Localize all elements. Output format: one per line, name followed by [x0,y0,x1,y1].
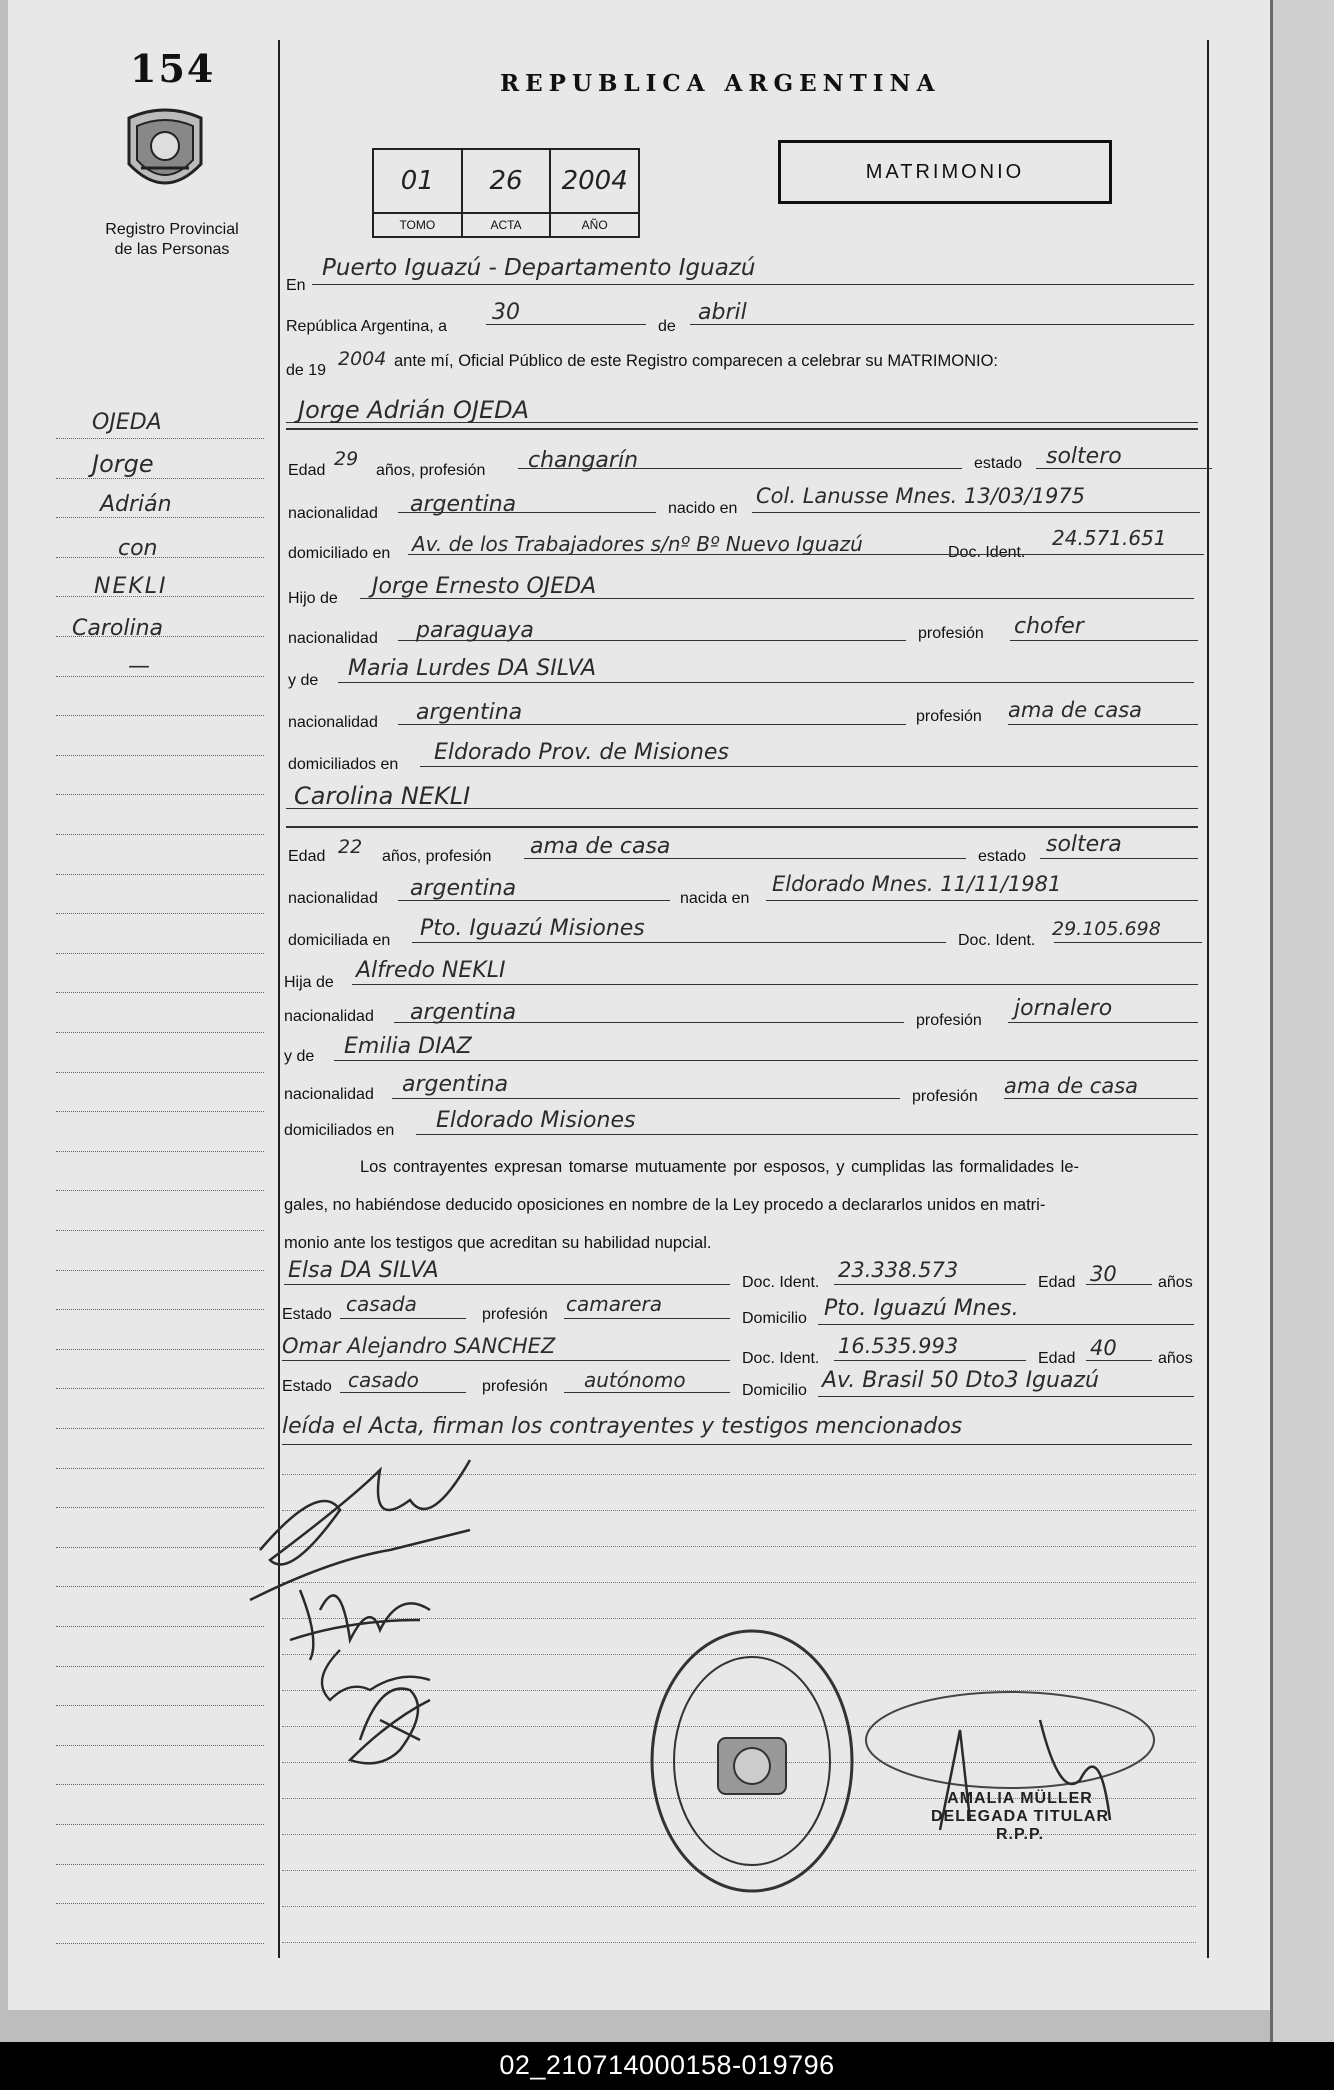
margin-ruled-line [56,794,264,795]
ante-text: ante mí, Oficial Público de este Registro comparecen a celebrar su MATRIMONIO: [394,352,999,370]
acta-box [463,150,552,236]
groom-padre-prof-label: profesión [918,625,984,642]
bride-padre: Alfredo NEKLI [356,958,506,983]
place-line [312,284,1194,285]
declaration-line-1: Los contrayentes expresan tomarse mutuamente por esposos, y cumplidas las formalidades le- [360,1158,1080,1176]
margin-ruled-line [56,715,264,716]
witness1-doc-line [834,1284,1026,1285]
margin-second-name: Adrián [100,492,172,517]
margin-con: con [118,536,158,561]
groom-doc-label: Doc. Ident. [948,544,1026,561]
witness1-name-line [284,1284,730,1285]
witness2-doc-label: Doc. Ident. [742,1350,820,1367]
right-rule [1207,40,1209,1958]
tomo-box [374,150,463,236]
officer-org: R.P.P. [995,1826,1045,1843]
witness1-estado-line [340,1318,466,1319]
witness2-edad: 40 [1090,1336,1117,1360]
bride-padre-nac: argentina [410,1000,517,1025]
witness2-domicilio: Av. Brasil 50 Dto3 Iguazú [822,1368,1099,1393]
margin-ruled-line [56,1230,264,1231]
bride-madre-line [334,1060,1198,1061]
margin-ruled-line [56,1072,264,1073]
tomo-value: 01 [400,166,434,196]
witness2-estado: casado [348,1368,419,1392]
witness2-doc-line [834,1360,1026,1361]
groom-dom-label: domiciliado en [288,545,391,562]
groom-separator [286,428,1198,430]
bride-madre-nac-line [392,1098,900,1099]
bride-nacionalidad: argentina [410,876,517,901]
witness1-anos-label: años [1158,1274,1193,1291]
witness1-edad: 30 [1090,1262,1117,1286]
groom-nacido: Col. Lanusse Mnes. 13/03/1975 [756,484,1086,508]
bride-padre-nac-label: nacionalidad [284,1008,374,1025]
registry-heading [82,220,262,260]
bride-nac-label: nacionalidad [288,890,378,907]
groom-profesion: changarín [528,448,639,473]
groom-padre: Jorge Ernesto OJEDA [372,574,597,599]
ruled-line [282,1942,1196,1943]
groom-madre: Maria Lurdes DA SILVA [348,656,596,681]
bride-padre-prof-line [1008,1022,1198,1023]
bride-dom-line [412,942,946,943]
witness1-profesion: camarera [566,1292,662,1316]
margin-ruled-line [56,438,264,439]
groom-domicilio: Av. de los Trabajadores s/nº Bº Nuevo Iguazú [412,532,863,556]
witness2-anos-label: años [1158,1350,1193,1367]
bride-madre-nac-label: nacionalidad [284,1086,374,1103]
margin-ruled-line [56,1309,264,1310]
groom-padres-dom: Eldorado Prov. de Misiones [434,740,729,765]
tomo-label: TOMO [374,212,461,236]
groom-estado-label: estado [974,455,1023,472]
margin-ruled-line [56,1824,264,1825]
groom-doms-label: domiciliados en [288,756,399,773]
margin-ruled-line [56,478,264,479]
bride-madre-prof-line [1004,1098,1198,1099]
margin-ruled-line [56,1428,264,1429]
bride-nacida-line [766,900,1198,901]
groom-nacido-line [752,512,1200,513]
bride-madre-nac: argentina [402,1072,509,1097]
groom-padre-nac: paraguaya [416,618,534,643]
margin-ruled-line [56,1270,264,1271]
officer-title: DELEGADA TITULAR [930,1808,1110,1825]
officer-block [900,1790,1140,1844]
declaration-line-2: gales, no habiéndose deducido oposiciones en nombre de la Ley procedo a declararlos unidos en matri- [284,1196,1046,1214]
witness1-estado-label: Estado [282,1306,332,1323]
place-value: Puerto Iguazú - Departamento Iguazú [322,255,756,281]
margin-ruled-line [56,953,264,954]
margin-ruled-line [56,517,264,518]
margin-bride-surname: NEKLI [94,574,168,599]
witness2-edad-label: Edad [1038,1350,1076,1367]
bride-padre-prof: jornalero [1014,996,1113,1021]
officer-name: AMALIA MÜLLER [947,1790,1093,1807]
closing-text: leída el Acta, firman los contrayentes y testigos mencionados [282,1414,963,1439]
bride-hija-label: Hija de [284,974,334,991]
margin-ruled-line [56,834,264,835]
groom-nacionalidad: argentina [410,492,517,517]
margin-ruled-line [56,1864,264,1865]
witness2-dom-label: Domicilio [742,1382,807,1399]
margin-ruled-line [56,1151,264,1152]
bride-domicilio: Pto. Iguazú Misiones [420,916,645,941]
witness2-dom-line [818,1396,1194,1397]
groom-padre-prof-line [1010,640,1198,641]
en-label: En [286,277,306,294]
margin-ruled-line [56,913,264,914]
ano-box [551,150,638,236]
witness1-name: Elsa DA SILVA [288,1258,439,1283]
bride-name: Carolina NEKLI [294,782,471,810]
bride-doms-label: domiciliados en [284,1122,395,1139]
witness1-dom-line [818,1324,1194,1325]
acta-label: ACTA [463,212,550,236]
bride-madre-prof-label: profesión [912,1088,978,1105]
margin-ruled-line [56,557,264,558]
groom-edad-label: Edad [288,462,326,479]
document-type-box: MATRIMONIO [778,140,1112,204]
margin-ruled-line [56,755,264,756]
witness2-prof-label: profesión [482,1378,548,1395]
year-value: 2004 [338,348,387,370]
margin-first-name: Jorge [92,450,154,478]
bride-madre-prof: ama de casa [1004,1074,1139,1098]
bride-edad: 22 [338,836,363,858]
groom-madre-nac-label: nacionalidad [288,714,378,731]
witness1-estado: casada [346,1292,417,1316]
groom-madre-line [338,682,1194,683]
ano-label: AÑO [551,212,638,236]
witness1-domicilio: Pto. Iguazú Mnes. [824,1296,1019,1321]
margin-ruled-line [56,874,264,875]
bride-doc-line [1054,942,1202,943]
bride-nacida: Eldorado Mnes. 11/11/1981 [772,872,1062,896]
signatures-graphic [230,1440,510,1810]
declaration-line-3: monio ante los testigos que acreditan su habilidad nupcial. [284,1234,712,1252]
margin-ruled-line [56,1388,264,1389]
margin-ruled-line [56,676,264,677]
witness2-estado-label: Estado [282,1378,332,1395]
groom-nac-label: nacionalidad [288,505,378,522]
acta-value: 26 [489,166,523,196]
bride-dom-label: domiciliada en [288,932,391,949]
stamp-text [648,1626,856,1896]
bride-estado: soltera [1046,832,1122,857]
registry-line-1: Registro Provincial [105,221,239,238]
groom-madre-prof: ama de casa [1008,698,1143,722]
de-label: de [658,318,676,335]
bride-profesion: ama de casa [530,834,671,859]
margin-ruled-line [56,1032,264,1033]
bride-padre-line [352,984,1198,985]
bride-nacida-label: nacida en [680,890,750,907]
witness1-prof-label: profesión [482,1306,548,1323]
book-number: 154 [130,46,216,91]
margin-ruled-line [56,992,264,993]
witness2-edad-line [1086,1360,1152,1361]
witness2-estado-line [340,1392,466,1393]
republica-label: República Argentina, a [286,318,447,335]
witness1-doc-label: Doc. Ident. [742,1274,820,1291]
day-value: 30 [492,300,520,325]
groom-hijo-label: Hijo de [288,590,338,607]
bride-estado-label: estado [978,848,1027,865]
witness2-name: Omar Alejandro SANCHEZ [282,1334,556,1358]
groom-madre-prof-line [1008,724,1198,725]
groom-nacido-label: nacido en [668,500,738,517]
ruled-line [282,1906,1196,1907]
witness2-profesion: autónomo [584,1368,686,1392]
groom-madre-prof-label: profesión [916,708,982,725]
witness2-prof-line [564,1392,730,1393]
margin-ruled-line [56,1190,264,1191]
bride-separator [286,826,1198,828]
groom-padre-nac-label: nacionalidad [288,630,378,647]
month-line [690,324,1194,325]
month-value: abril [698,300,747,325]
margin-dash: — [128,654,150,679]
scan-id-footer: 02_210714000158-019796 [0,2042,1334,2090]
year-prefix: de 19 [286,362,327,379]
bride-padre-prof-label: profesión [916,1012,982,1029]
bride-estado-line [1040,858,1198,859]
groom-padres-dom-line [420,766,1198,767]
margin-ruled-line [56,1943,264,1944]
bride-padres-dom: Eldorado Misiones [436,1108,636,1133]
margin-ruled-line [56,1349,264,1350]
groom-anos-label: años, profesión [376,462,486,479]
groom-edad: 29 [334,448,359,470]
bride-padres-dom-line [416,1134,1198,1135]
margin-ruled-line [56,1903,264,1904]
groom-yde-label: y de [288,672,319,689]
groom-dom-line [408,554,1204,555]
bride-madre: Emilia DIAZ [344,1034,472,1059]
groom-estado: soltero [1046,444,1122,469]
record-number-boxes [372,148,640,238]
groom-madre-nac: argentina [416,700,523,725]
country-heading: REPUBLICA ARGENTINA [500,70,941,97]
witness1-prof-line [564,1318,730,1319]
witness1-doc: 23.338.573 [838,1258,959,1282]
book-edge [1270,0,1334,2042]
bride-anos-label: años, profesión [382,848,492,865]
bride-yde-label: y de [284,1048,315,1065]
witness1-dom-label: Domicilio [742,1310,807,1327]
bride-edad-label: Edad [288,848,326,865]
registry-line-2: de las Personas [114,241,230,258]
province-seal-icon [123,106,207,202]
bride-doc-label: Doc. Ident. [958,932,1036,949]
groom-padre-prof: chofer [1014,614,1084,639]
witness2-name-line [282,1360,730,1361]
groom-name: Jorge Adrián OJEDA [298,396,530,424]
bride-doc: 29.105.698 [1052,918,1161,940]
margin-surname: OJEDA [92,410,162,435]
groom-doc: 24.571.651 [1052,526,1167,550]
witness2-doc: 16.535.993 [838,1334,959,1358]
margin-bride-name: Carolina [72,616,163,641]
witness1-edad-label: Edad [1038,1274,1076,1291]
margin-ruled-line [56,1111,264,1112]
ano-value: 2004 [561,166,628,196]
